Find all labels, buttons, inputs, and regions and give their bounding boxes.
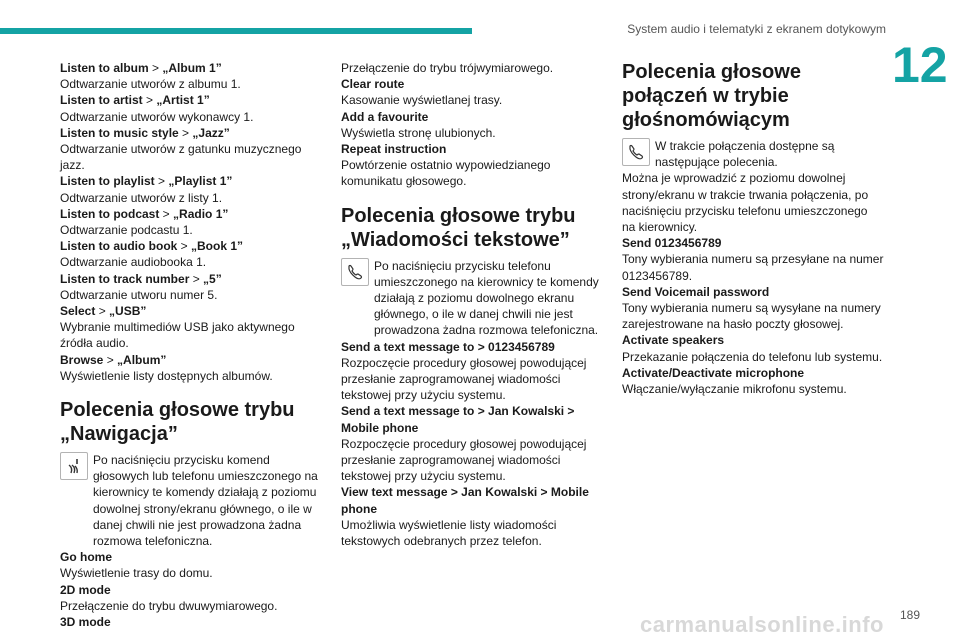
- voice-waves-icon: [64, 456, 84, 476]
- command-name: 2D mode: [60, 582, 111, 597]
- section-heading-text-messages: Polecenia głosowe trybu „Wiadomości tekstowe”: [341, 204, 576, 251]
- command-argument: „Book 1”: [191, 239, 244, 254]
- command-entry: [60, 173, 322, 189]
- command-name: Send 0123456789: [622, 236, 722, 251]
- command-name: Clear route: [341, 77, 405, 92]
- intro-text: Po naciśnięciu przycisku komend głosowych lub telefonu umieszczonego na kierownicy te komendy działają z poziomu dowolnej strony/ekranu głównego, o ile w danej chwili nie jest prowadzona żadna rozmowa telefoniczna.: [93, 453, 318, 549]
- command-name: 3D mode: [60, 615, 111, 630]
- separator: >: [154, 174, 169, 189]
- command-argument: „Artist 1”: [156, 93, 210, 108]
- chapter-number: 12: [892, 37, 948, 93]
- command-description: Odtwarzanie utworu numer 5.: [60, 287, 218, 302]
- column-2: [341, 60, 603, 549]
- command-argument: „Radio 1”: [173, 206, 229, 221]
- command-description: Powtórzenie ostatnio wypowiedzianego komunikatu głosowego.: [341, 158, 551, 189]
- command-entry: [60, 303, 322, 319]
- command-description: Wyświetla stronę ulubionych.: [341, 125, 496, 140]
- separator: >: [189, 271, 204, 286]
- command-name: Listen to podcast: [60, 206, 160, 221]
- section-intro: [622, 138, 884, 170]
- command-description: Tony wybierania numeru są wysyłane na numery zarejestrowane na hasło poczty głosowej.: [622, 301, 881, 332]
- command-name: Send a text message to > Jan Kowalski > Mobile phone: [341, 404, 575, 435]
- separator: >: [95, 304, 110, 319]
- command-description: Tony wybierania numeru są przesyłane na numer 0123456789.: [622, 252, 884, 283]
- watermark: carmanualsonline.info: [640, 612, 884, 637]
- command-list: [60, 60, 322, 384]
- command-argument: „Album”: [117, 352, 167, 367]
- command-name: Listen to music style: [60, 125, 179, 140]
- command-name: Add a favourite: [341, 109, 429, 124]
- phone-icon: [345, 262, 365, 282]
- voice-command-button-icon: [60, 452, 88, 480]
- command-description: Odtwarzanie podcastu 1.: [60, 223, 193, 238]
- command-name: Activate/Deactivate microphone: [622, 365, 805, 380]
- command-entry: [60, 125, 322, 141]
- command-description: Włączanie/wyłączanie mikrofonu systemu.: [622, 382, 847, 397]
- command-argument: „Album 1”: [162, 61, 222, 75]
- command-description: Wyświetlenie listy dostępnych albumów.: [60, 368, 273, 383]
- section-intro: [341, 258, 603, 339]
- command-name: Listen to audio book: [60, 239, 178, 254]
- command-entry: [60, 271, 322, 287]
- command-description: Odtwarzanie utworów z gatunku muzycznego jazz.: [60, 142, 302, 173]
- command-description: Przekazanie połączenia do telefonu lub systemu.: [622, 349, 883, 364]
- header-accent-bar: [0, 28, 472, 34]
- command-entry: [60, 60, 322, 76]
- phone-button-icon: [341, 258, 369, 286]
- command-entry: [60, 206, 322, 222]
- command-name: Listen to album: [60, 61, 149, 75]
- phone-icon: [626, 142, 646, 162]
- command-description: Rozpoczęcie procedury głosowej powodującej przesłanie zaprogramowanej wiadomości tekstowej przy użyciu systemu.: [341, 355, 587, 403]
- running-header: System audio i telematyki z ekranem dotykowym: [627, 22, 886, 36]
- command-name: Send Voicemail password: [622, 284, 770, 299]
- command-argument: „Jazz”: [192, 125, 230, 140]
- command-name: Listen to playlist: [60, 174, 155, 189]
- separator: >: [178, 125, 193, 140]
- command-argument: „USB”: [109, 304, 147, 319]
- command-argument: „5”: [203, 271, 222, 286]
- separator: >: [148, 61, 163, 75]
- command-description: Odtwarzanie utworów z listy 1.: [60, 190, 223, 205]
- command-description: Umożliwia wyświetlenie listy wiadomości tekstowych odebranych przez telefon.: [341, 517, 557, 549]
- column-1: [60, 60, 322, 630]
- command-name: Select: [60, 304, 96, 319]
- command-name: Listen to artist: [60, 93, 143, 108]
- command-description: Odtwarzanie audiobooka 1.: [60, 255, 207, 270]
- separator: >: [177, 239, 192, 254]
- command-argument: „Playlist 1”: [168, 174, 233, 189]
- command-name: View text message > Jan Kowalski > Mobile phone: [341, 485, 589, 516]
- section-intro: [60, 452, 322, 549]
- phone-button-icon: [622, 138, 650, 166]
- section-heading-navigation: Polecenia głosowe trybu „Nawigacja”: [60, 399, 295, 446]
- section-note: Można je wprowadzić z poziomu dowolnej strony/ekranu w trakcie trwania połączenia, po naciśnięciu przycisku telefonu umieszczonego na kierownicy.: [622, 171, 869, 235]
- column-3: [622, 60, 884, 397]
- command-description: Wyświetlenie trasy do domu.: [60, 566, 213, 581]
- command-name: Send a text message to > 0123456789: [341, 339, 555, 354]
- separator: >: [103, 352, 118, 367]
- intro-text: Po naciśnięciu przycisku telefonu umieszczonego na kierownicy te komendy działają z poziomu dowolnego ekranu głównego, o ile w danej chwili nie jest prowadzona żadna rozmowa telefoniczna.: [374, 258, 599, 338]
- command-name: Browse: [60, 352, 104, 367]
- command-description: Wybranie multimediów USB jako aktywnego źródła audio.: [60, 320, 295, 351]
- command-description: Przełączenie do trybu trójwymiarowego.: [341, 61, 554, 75]
- command-description: Odtwarzanie utworów wykonawcy 1.: [60, 109, 254, 124]
- command-description: Kasowanie wyświetlanej trasy.: [341, 93, 503, 108]
- command-name: Listen to track number: [60, 271, 190, 286]
- command-entry: [60, 352, 322, 368]
- command-entry: [60, 238, 322, 254]
- command-description: Przełączenie do trybu dwuwymiarowego.: [60, 598, 278, 613]
- command-description: Odtwarzanie utworów z albumu 1.: [60, 77, 241, 92]
- section-heading-handsfree: Polecenia głosowe połączeń w trybie głośnomówiącym: [622, 61, 801, 131]
- intro-text: W trakcie połączenia dostępne są następujące polecenia.: [655, 139, 835, 170]
- command-name: Go home: [60, 550, 113, 565]
- command-entry: [60, 92, 322, 108]
- page-number: 189: [899, 608, 920, 622]
- separator: >: [159, 206, 174, 221]
- separator: >: [142, 93, 157, 108]
- command-name: Repeat instruction: [341, 142, 447, 157]
- command-description: Rozpoczęcie procedury głosowej powodującej przesłanie zaprogramowanej wiadomości tekstowej przy użyciu systemu.: [341, 436, 587, 484]
- command-name: Activate speakers: [622, 333, 725, 348]
